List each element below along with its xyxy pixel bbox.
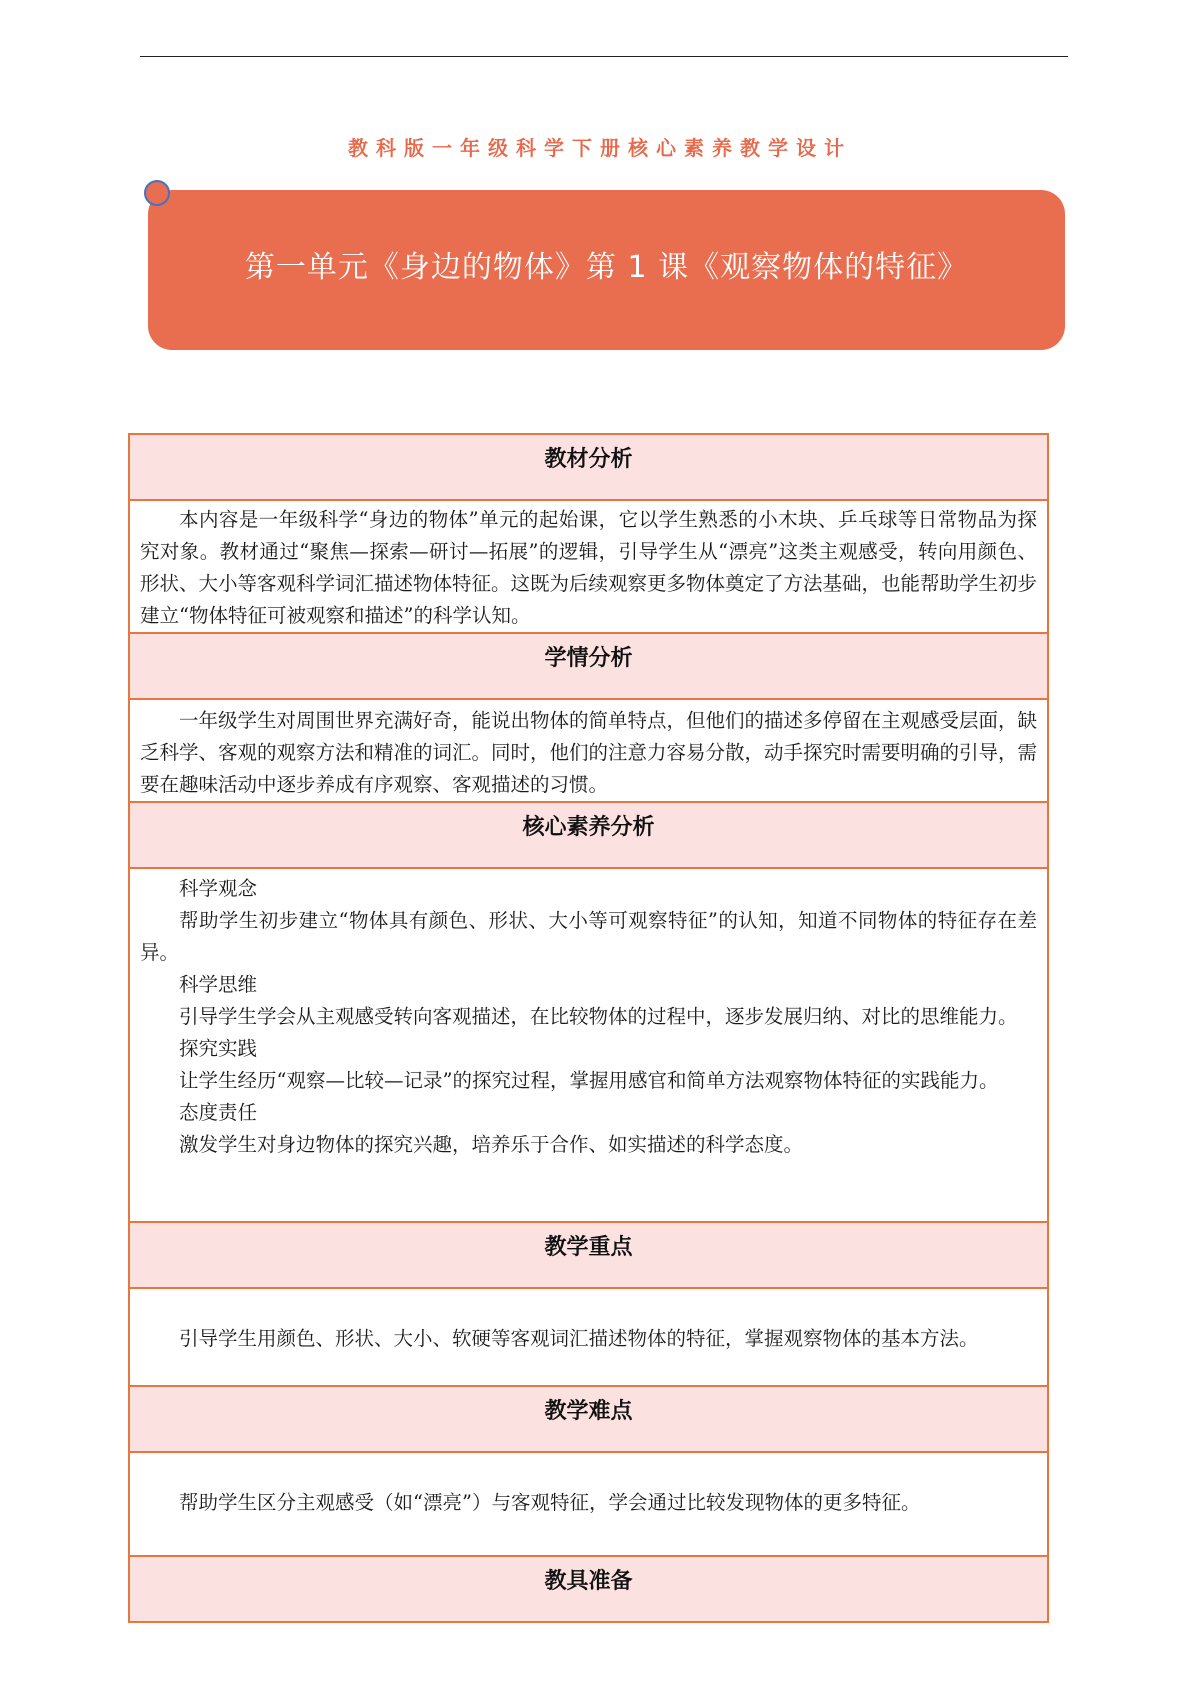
series-title: 教科版一年级科学下册核心素养教学设计 [348,136,852,160]
section-header-row [129,1556,1048,1622]
section-heading: 教学难点 [544,1399,633,1424]
section-header-row [129,1222,1048,1288]
literacy-item-text: 引导学生学会从主观感受转向客观描述，在比较物体的过程中，逐步发展归纳、对比的思维能力。 [179,1005,1018,1028]
literacy-item-title: 科学思维 [179,973,258,996]
teaching-materials-header [129,1556,1048,1622]
section-text: 一年级学生对周围世界充满好奇，能说出物体的简单特点，但他们的描述多停留在主观感受层面，缺乏科学、客观的观察方法和精准的词汇。同时，他们的注意力容易分散，动手探究时需要明确的引导，需要在趣味活动中逐步养成有序观察、客观描述的习惯。 [140,709,1038,796]
teaching-difficulty-body [129,1452,1048,1556]
section-heading: 教具准备 [544,1569,633,1594]
lesson-title-banner [148,190,1065,350]
lesson-plan-table [128,433,1049,1623]
literacy-item-text: 激发学生对身边物体的探究兴趣，培养乐于合作、如实描述的科学态度。 [179,1133,804,1156]
literacy-list [130,869,1047,1161]
literacy-item-title: 态度责任 [179,1101,258,1124]
section-heading: 核心素养分析 [522,815,655,840]
section-header-row [129,434,1048,500]
banner-circle-decoration [144,180,170,206]
teaching-focus-body [129,1288,1048,1386]
section-body-row [129,699,1048,802]
teaching-focus-header [129,1222,1048,1288]
student-analysis-body [129,699,1048,802]
core-literacy-body [129,868,1048,1222]
section-body-row [129,500,1048,633]
section-text: 本内容是一年级科学“身边的物体”单元的起始课，它以学生熟悉的小木块、乒乓球等日常物品为探究对象。教材通过“聚焦—探索—研讨—拓展”的逻辑，引导学生从“漂亮”这类主观感受，转向用颜色、形状、大小等客观科学词汇描述物体特征。这既为后续观察更多物体奠定了方法基础，也能帮助学生初步建立“物体特征可被观察和描述”的科学认知。 [140,508,1038,627]
section-header-row [129,633,1048,699]
section-header-row [129,802,1048,868]
section-heading: 教学重点 [544,1235,633,1260]
core-literacy-header [129,802,1048,868]
teaching-difficulty-header [129,1386,1048,1452]
section-body-row [129,1452,1048,1556]
section-body-row [129,1288,1048,1386]
literacy-item-title: 科学观念 [179,877,258,900]
section-heading: 教材分析 [544,447,633,472]
section-body-row [129,868,1048,1222]
header-rule [140,56,1068,57]
section-heading: 学情分析 [544,646,633,671]
literacy-item-text: 让学生经历“观察—比较—记录”的探究过程，掌握用感官和简单方法观察物体特征的实践能力。 [179,1069,999,1092]
textbook-analysis-body [129,500,1048,633]
section-header-row [129,1386,1048,1452]
section-text: 引导学生用颜色、形状、大小、软硬等客观词汇描述物体的特征，掌握观察物体的基本方法。 [179,1327,979,1350]
section-text: 帮助学生区分主观感受（如“漂亮”）与客观特征，学会通过比较发现物体的更多特征。 [179,1491,921,1514]
textbook-analysis-header [129,434,1048,500]
student-analysis-header [129,633,1048,699]
lesson-title: 第一单元《身边的物体》第 1 课《观察物体的特征》 [244,250,969,285]
literacy-item-text: 帮助学生初步建立“物体具有颜色、形状、大小等可观察特征”的认知，知道不同物体的特征存在差异。 [140,909,1037,964]
literacy-item-title: 探究实践 [179,1037,258,1060]
